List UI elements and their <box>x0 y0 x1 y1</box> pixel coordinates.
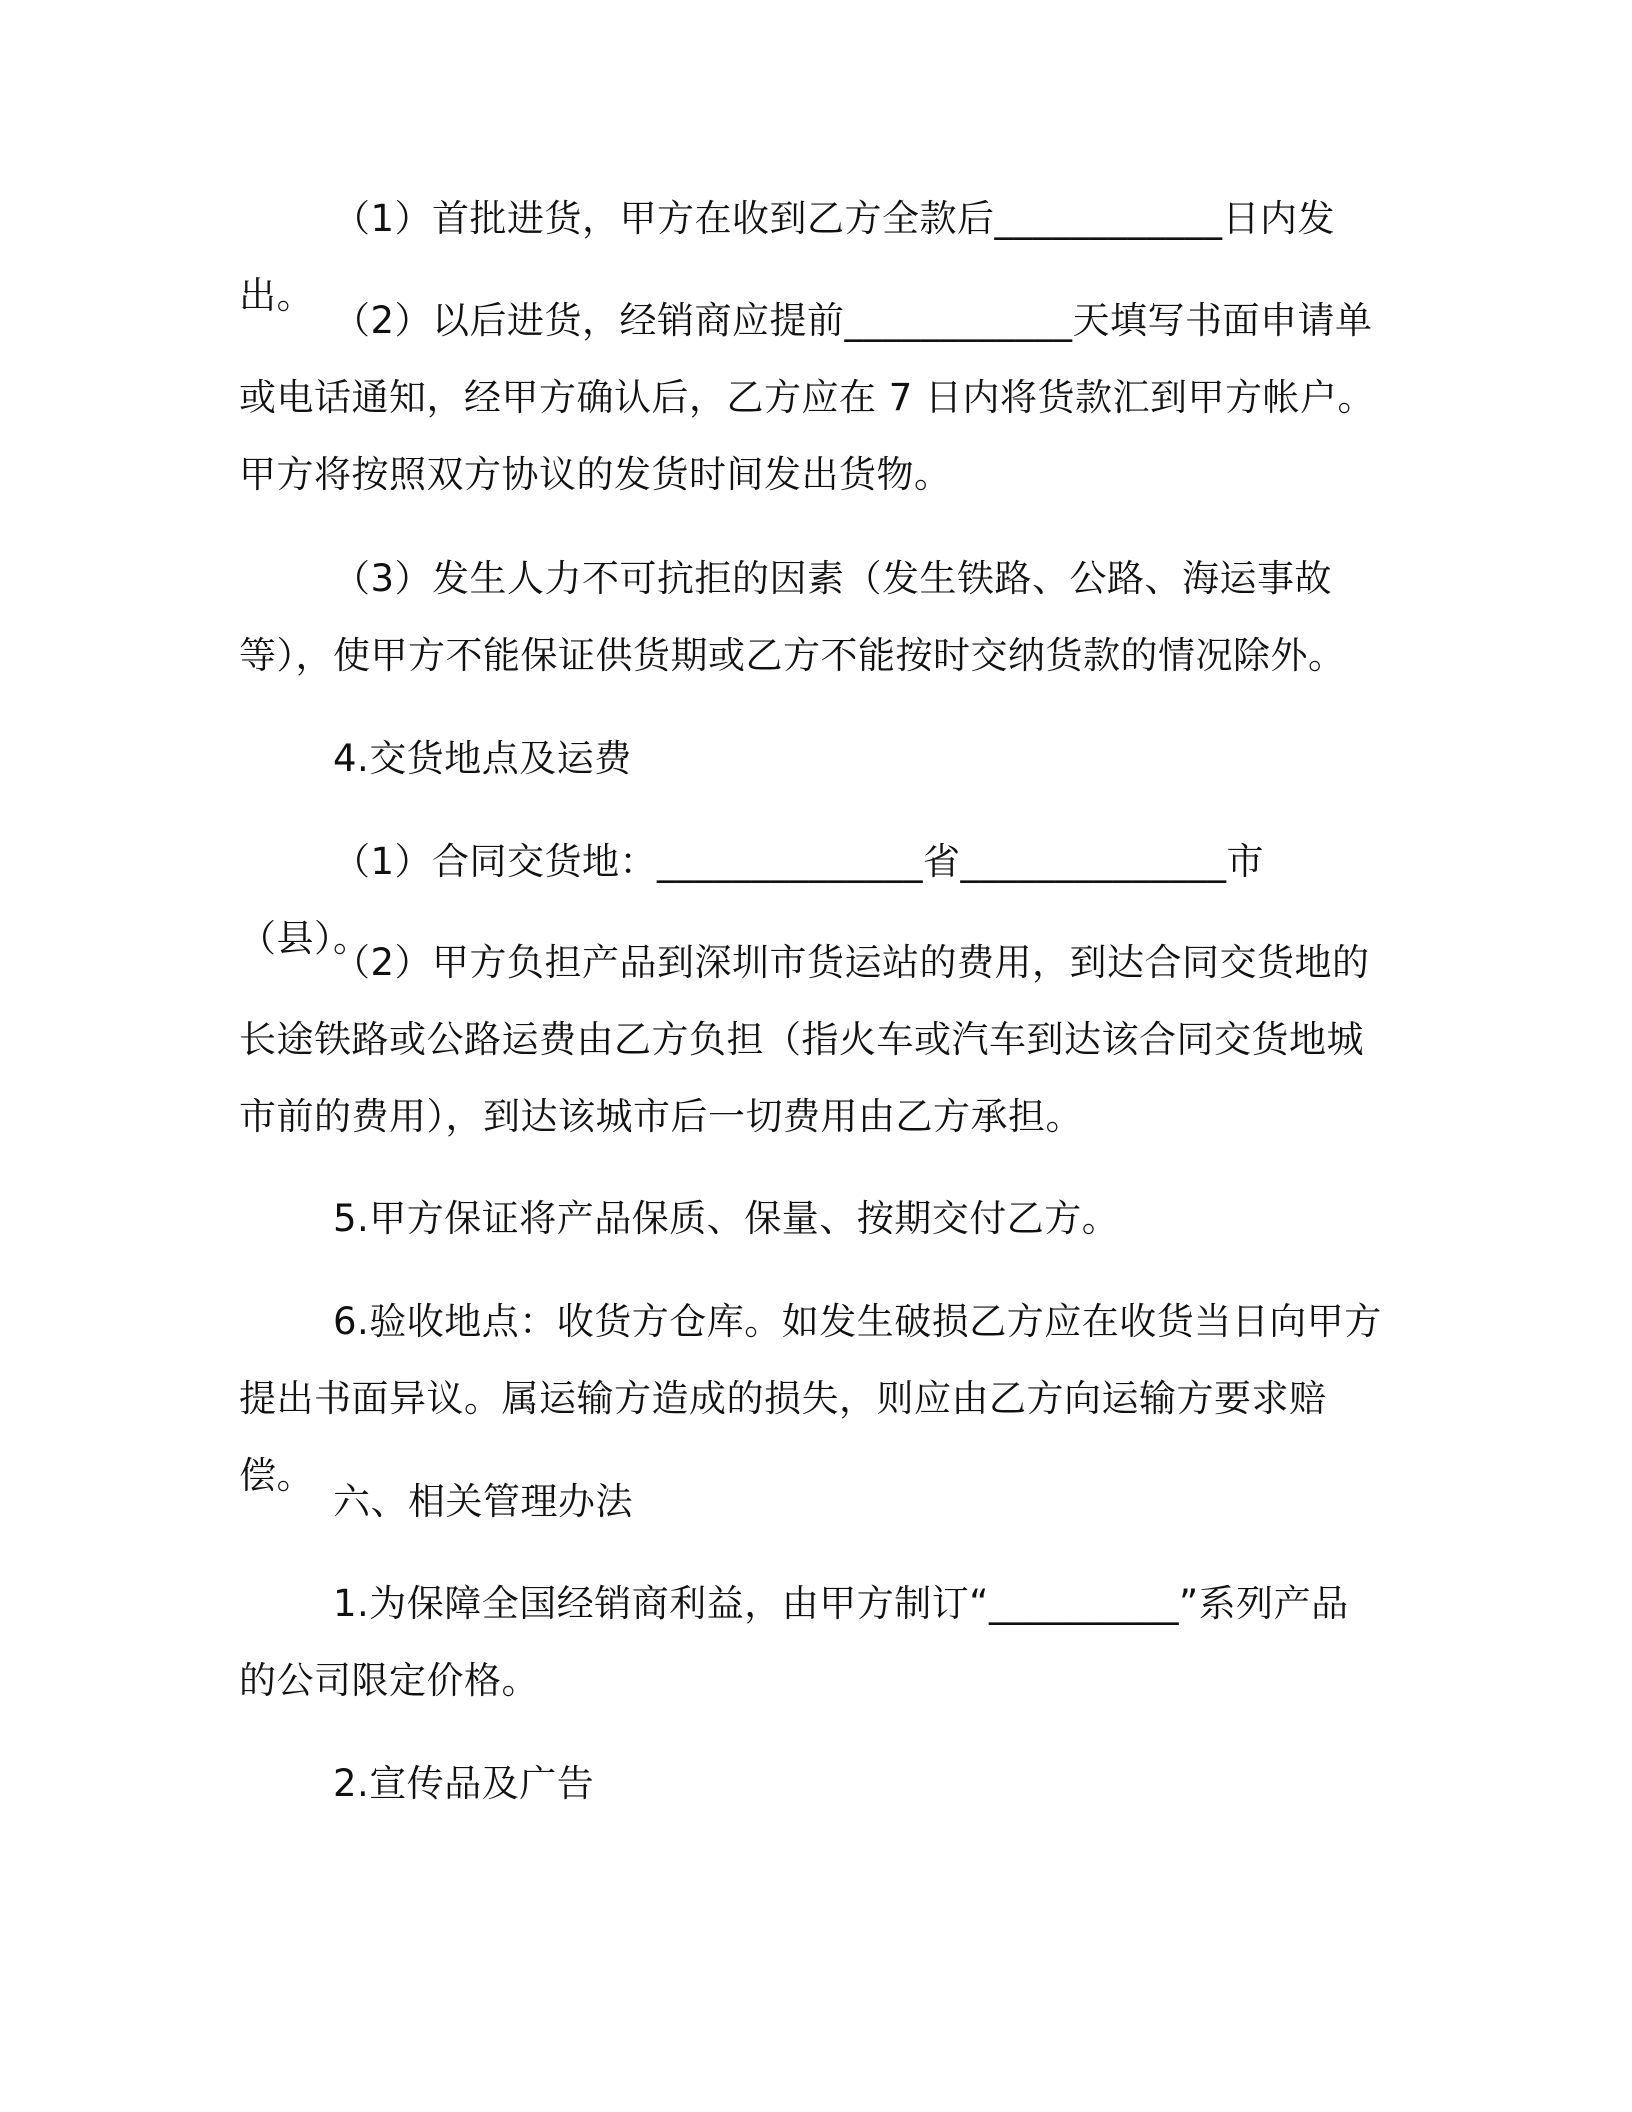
section-heading-management: 六、相关管理办法 <box>333 1480 633 1523</box>
paragraph-later-shipment: （2）以后进货，经销商应提前____________天填写书面申请单 或电话通知，经甲方确认后，乙方应在 7 日内将货款汇到甲方帐户。 甲方将按照双方协议的发货时间发出货物。 <box>239 299 1376 496</box>
paragraph-first-shipment: （1）首批进货，甲方在收到乙方全款后____________日内发出。 <box>239 197 1336 317</box>
section-heading-delivery: 4.交货地点及运费 <box>333 737 632 780</box>
section-heading-advertising: 2.宣传品及广告 <box>333 1762 595 1805</box>
paragraph-quality-guarantee: 5.甲方保证将产品保质、保量、按期交付乙方。 <box>333 1197 1120 1240</box>
paragraph-delivery-location: （1）合同交货地：______________省______________市（县）。 <box>239 840 1265 960</box>
paragraph-force-majeure: （3）发生人力不可抗拒的因素（发生铁路、公路、海运事故 等），使甲方不能保证供货期或乙方不能按时交纳货款的情况除外。 <box>239 557 1346 677</box>
paragraph-price-control: 1.为保障全国经销商利益，由甲方制订“__________”系列产品 的公司限定价格。 <box>239 1582 1349 1702</box>
paragraph-inspection: 6.验收地点：收货方仓库。如发生破损乙方应在收货当日向甲方 提出书面异议。属运输方造成的损失，则应由乙方向运输方要求赔偿。 <box>239 1300 1382 1497</box>
paragraph-delivery-costs: （2）甲方负担产品到深圳市货运站的费用，到达合同交货地的 长途铁路或公路运费由乙方负担（指火车或汽车到达该合同交货地城 市前的费用），到达该城市后一切费用由乙方承担。 <box>239 941 1370 1138</box>
